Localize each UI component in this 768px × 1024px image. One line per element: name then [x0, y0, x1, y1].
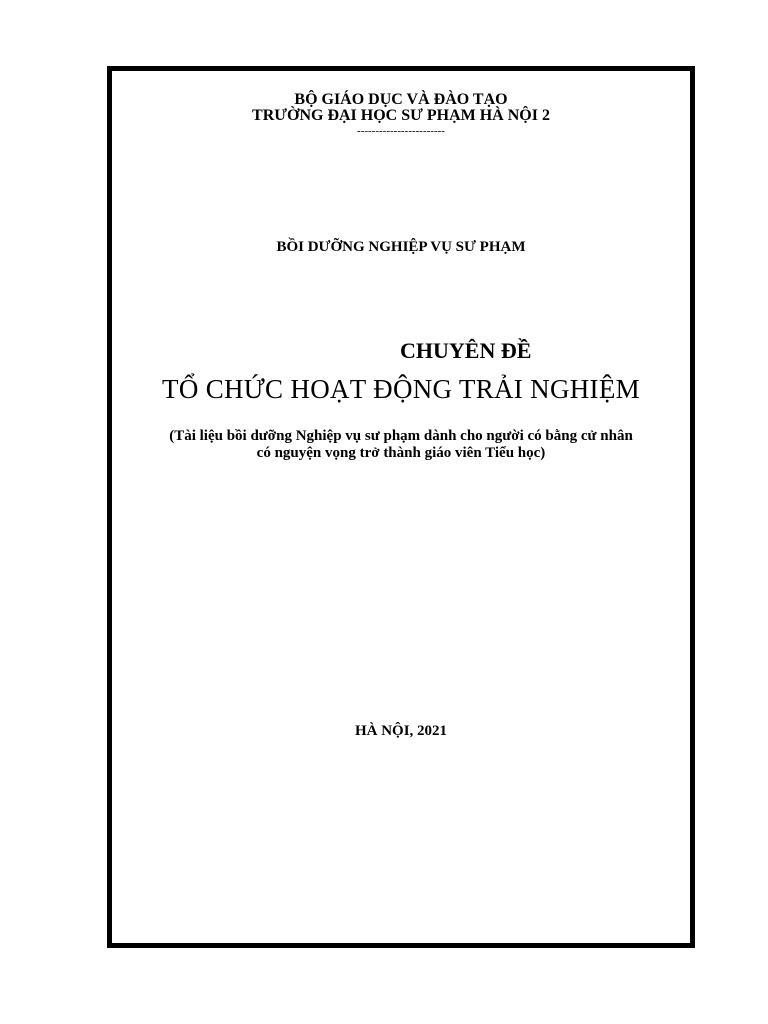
subtitle-line-1: (Tài liệu bồi dưỡng Nghiệp vụ sư phạm dành cho người có bằng cử nhân	[169, 428, 633, 444]
header-divider: ------------------------	[357, 125, 445, 137]
program-title: BỒI DƯỠNG NGHIỆP VỤ SƯ PHẠM	[276, 239, 526, 255]
subtitle-line-2: có nguyện vọng trở thành giáo viên Tiểu học)	[256, 445, 546, 461]
university-name: TRƯỜNG ĐẠI HỌC SƯ PHẠM HÀ NỘI 2	[252, 107, 550, 124]
topic-label: CHUYÊN ĐỀ	[400, 338, 532, 363]
ministry-name: BỘ GIÁO DỤC VÀ ĐÀO TẠO	[294, 91, 508, 108]
cover-frame	[107, 66, 695, 948]
place-year: HÀ NỘI, 2021	[354, 723, 448, 739]
topic-subtitle	[112, 428, 690, 462]
topic-title: TỔ CHỨC HOẠT ĐỘNG TRẢI NGHIỆM	[162, 374, 640, 404]
